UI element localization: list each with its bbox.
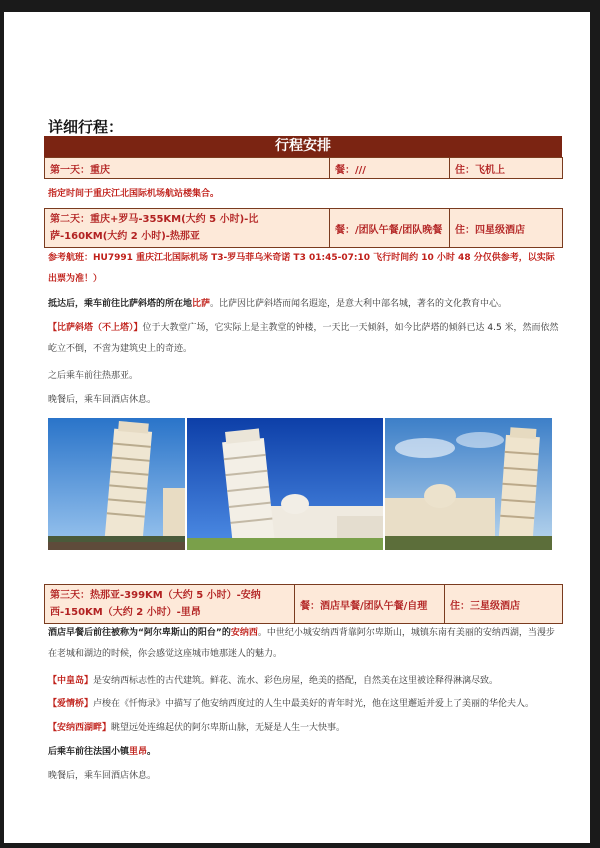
section-heading: 详细行程： [48,118,124,136]
day2-meal: 餐：/团队午餐/团队晚餐 [330,209,450,248]
page-border-right [590,0,600,848]
pisa-photo-center [187,418,383,550]
day3-stay: 住：三星级酒店 [445,585,563,624]
day2-p2-title: 【比萨斜塔（不上塔）】 [48,323,143,333]
day3-p3-title: 【爱情桥】 [48,699,94,709]
day3-para1 [48,623,560,665]
day2-para3: 之后乘车前往热那亚。 [48,371,139,381]
page-border-left [0,0,4,848]
day3-para3 [48,694,560,715]
day1-note [48,184,560,205]
day2-p1-rest: 。比萨因比萨斜塔而闻名遐迩，是意大利中部名城，著名的文化教育中心。 [210,299,508,309]
day2-flight [48,248,560,290]
day2-flight-text: 参考航班：HU7991 重庆江北国际机场 T3-罗马菲乌米奇诺 T3 01:45-07:10 飞行时间约 10 小时 48 分仅供参考，以实际出票为准！） [48,253,555,284]
page-border-top [0,0,600,12]
day3-p1-rest: 。中世纪小城安纳西背靠阿尔卑斯山，城镇东南有美丽的安纳西湖，当漫步在老城和湖边的时候，你会感觉这座城市她那迷人的魅力。 [48,628,555,659]
day3-p5-end: 。 [147,747,157,757]
day3-para6: 晚餐后，乘车回酒店休息。 [48,771,157,781]
day1-meal: 餐：/// [330,158,450,179]
day2-p1-lead: 抵达后，乘车前往比萨斜塔的所在地 [48,299,193,309]
pisa-photo-left [48,418,185,550]
day3-p2-title: 【中皇岛】 [48,676,94,686]
page-border-bottom [0,843,600,848]
day2-stay: 住：四星级酒店 [450,209,563,248]
day3-meal: 餐：酒店早餐/团队午餐/自理 [295,585,445,624]
day2-p2-body: 位于大教堂广场，它实际上是主教堂的钟楼，一天比一天倾斜，如今比萨塔的倾斜已达 4.5 米，然而依然屹立不倒，不啻为建筑史上的奇迹。 [48,323,559,354]
day1-note-text: 指定时间于重庆江北国际机场航站楼集合。 [48,189,220,199]
day3-para2 [48,671,560,692]
day3-p5-place: 里昂 [129,747,148,757]
day3-para4 [48,718,560,739]
day3-p4-body: 眺望远处连绵起伏的阿尔卑斯山脉，无疑是人生一大快事。 [111,723,346,733]
day2-title: 第二天：重庆+罗马-355KM(大约 5 小时)-比萨-160KM(大约 2 小时)-热那亚 [45,209,330,248]
day3-title: 第三天：热那亚-399KM（大约 5 小时）-安纳西-150KM（大约 2 小时）-里昂 [45,585,295,624]
day1-table [44,157,563,179]
day3-p4-title: 【安纳西湖畔】 [48,723,112,733]
day3-p3-body: 卢梭在《忏悔录》中描写了他安纳西度过的人生中最美好的青年时光，他在这里邂逅并爱上了美丽的华伦夫人。 [93,699,535,709]
day1-stay: 住：飞机上 [450,158,563,179]
day3-table [44,584,563,624]
itinerary-banner: 行程安排 [44,136,562,157]
day2-p1-place: 比萨 [192,299,211,309]
day3-p1-lead: 酒店早餐后前往被称为“阿尔卑斯山的阳台”的 [48,628,231,638]
pisa-photo-right [385,418,552,550]
day3-p2-body: 是安纳西标志性的古代建筑。鲜花、流水、彩色房屋，绝美的搭配，自然美在这里被诠释得淋漓尽致。 [93,676,499,686]
day3-para5 [48,742,560,763]
day2-para1 [48,294,560,315]
day2-table [44,208,563,248]
day2-para4: 晚餐后，乘车回酒店休息。 [48,395,157,405]
day2-para2 [48,318,560,360]
day1-title: 第一天：重庆 [45,158,330,179]
day3-p5-lead: 后乘车前往法国小镇 [48,747,130,757]
day3-p1-place: 安纳西 [230,628,258,638]
